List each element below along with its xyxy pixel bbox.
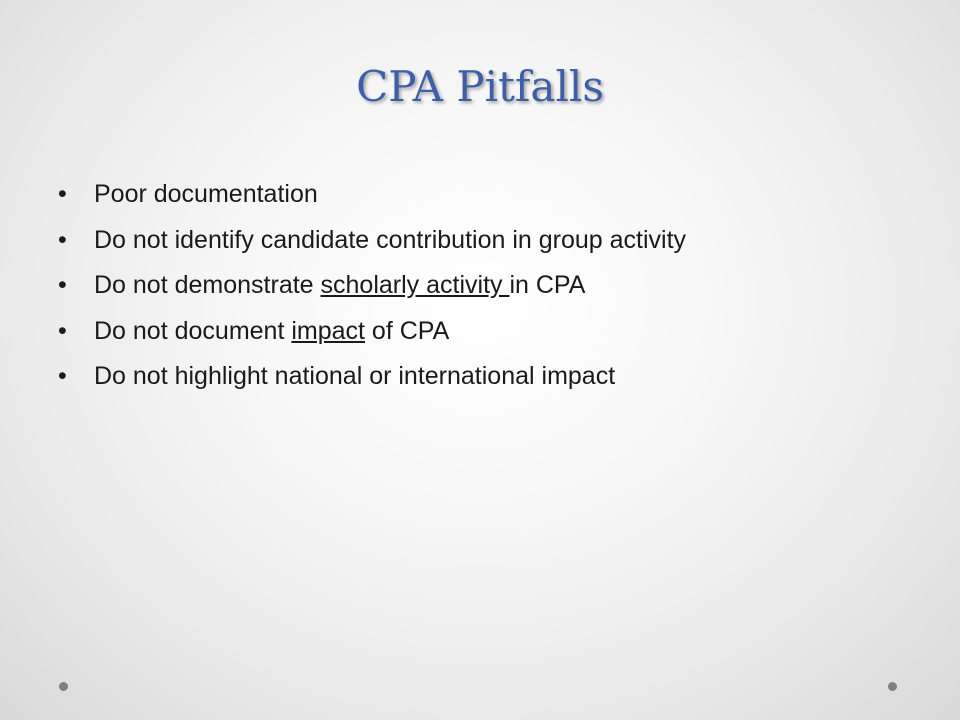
bullet-marker: •: [58, 180, 67, 208]
bullet-text-end: of CPA: [364, 316, 450, 345]
bullet-marker: •: [58, 225, 67, 254]
bullet-text: [94, 263, 585, 309]
bullet-text-start: Do not document: [94, 316, 292, 345]
bullet-item: [58, 309, 918, 355]
slide-title: CPA Pitfalls: [356, 62, 604, 111]
bullet-text: [94, 309, 449, 355]
decorative-dot-right: [888, 682, 897, 691]
bullet-text-start: Do not demonstrate: [94, 271, 321, 299]
bullet-list: [58, 172, 918, 400]
bullet-item: [58, 263, 918, 309]
underlined-term: impact: [291, 316, 365, 345]
decorative-dot-left: [59, 682, 68, 691]
bullet-item: [58, 354, 918, 400]
bullet-item: [58, 218, 918, 264]
bullet-text: Do not highlight national or international impact: [94, 362, 616, 390]
bullet-marker: •: [58, 362, 67, 390]
underlined-term: scholarly activity: [320, 271, 510, 299]
bullet-text: Do not identify candidate contribution in group activity: [94, 225, 687, 254]
bullet-text: Poor documentation: [94, 180, 318, 208]
bullet-text-end: in CPA: [509, 271, 586, 299]
bullet-item: [58, 172, 918, 218]
bullet-marker: •: [58, 271, 67, 299]
bullet-marker: •: [58, 316, 67, 345]
